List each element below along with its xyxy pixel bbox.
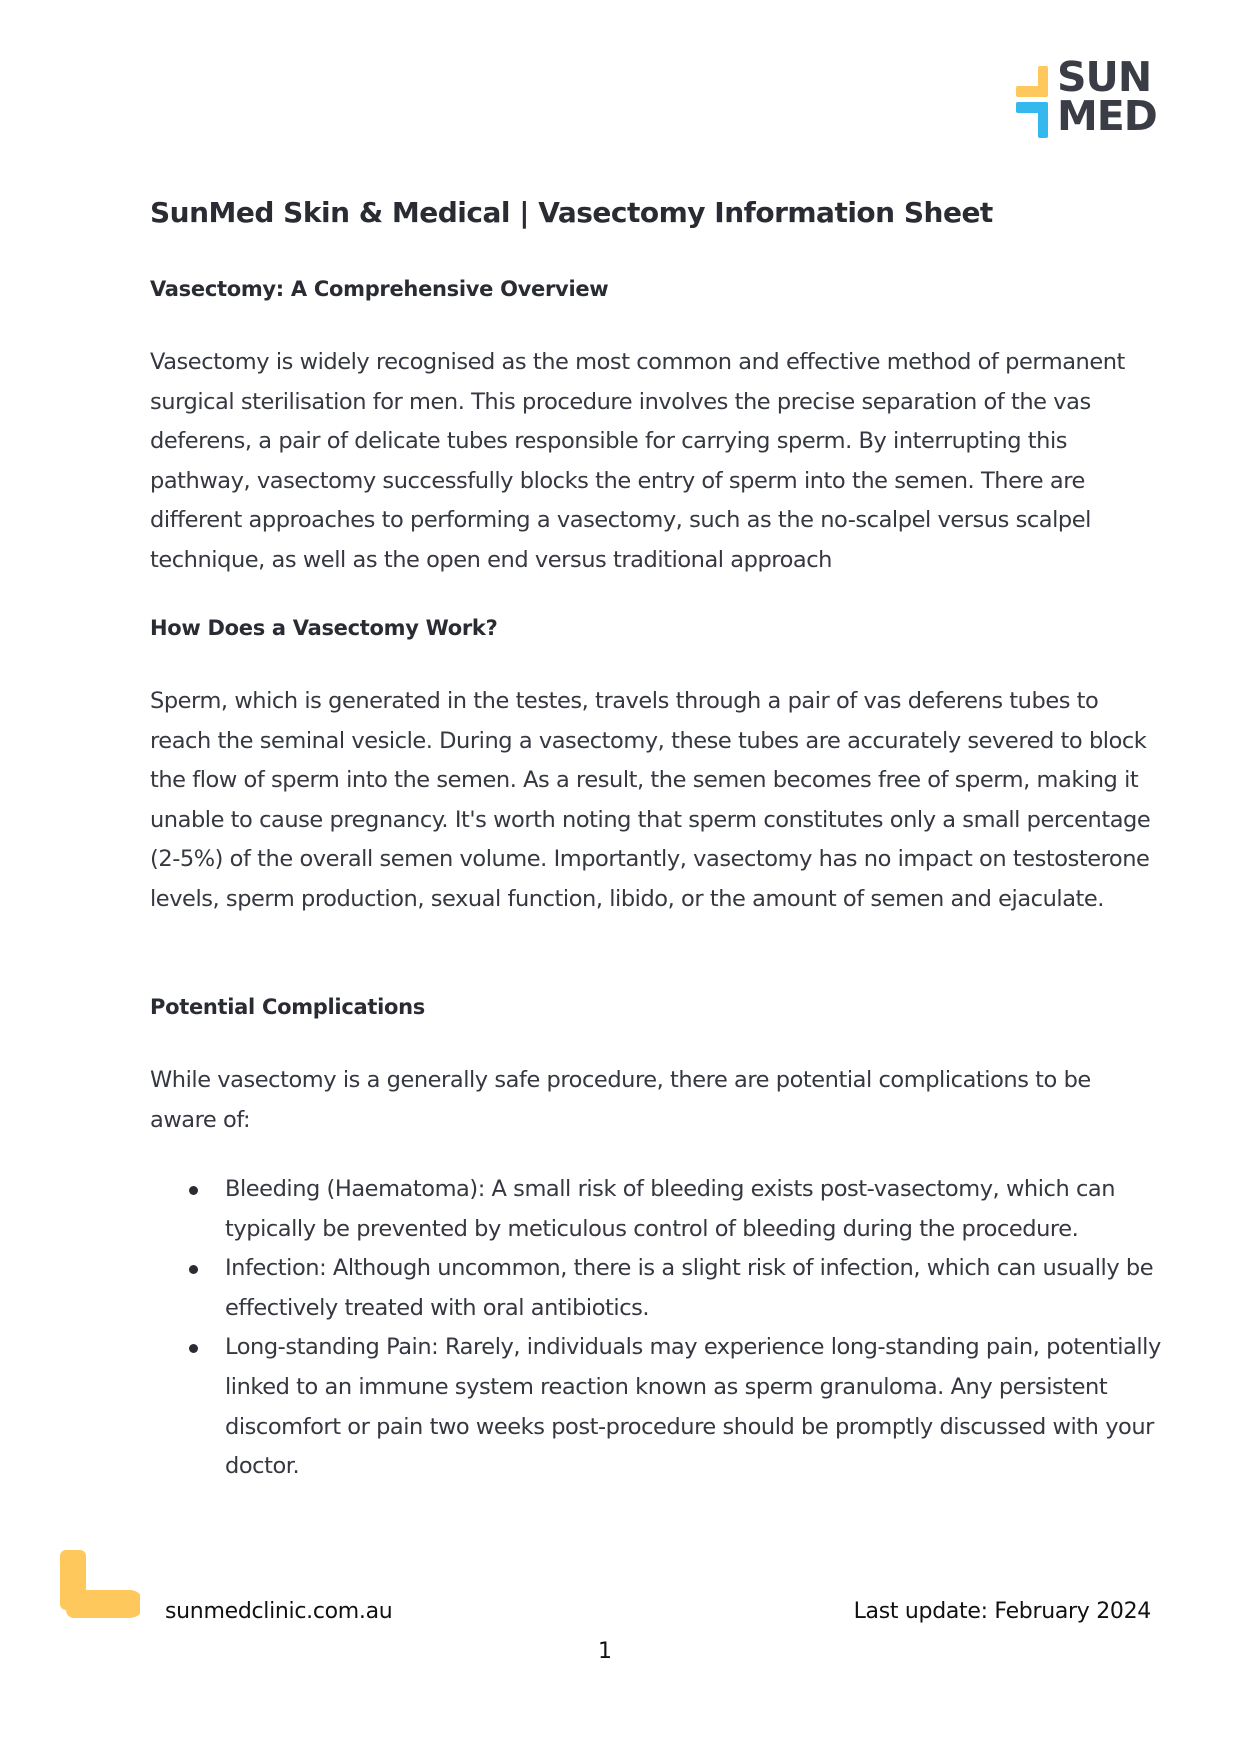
footer-website-link[interactable]: sunmedclinic.com.au [165, 1599, 393, 1624]
bullet-icon [189, 1344, 198, 1353]
list-item-text: Bleeding (Haematoma): A small risk of bleeding exists post-vasectomy, which can typically be prevented by meticulous control of bleeding during the procedure. [225, 1176, 1116, 1242]
list-item-text: Long-standing Pain: Rarely, individuals may experience long-standing pain, potentially linked to an immune system reaction known as sperm granuloma. Any persistent discomfort or pain two weeks post-procedure should be promptly discussed with your doctor. [225, 1334, 1161, 1480]
bullet-icon [189, 1186, 198, 1195]
sunmed-logo [1016, 53, 1168, 142]
section-heading-complications: Potential Complications [150, 995, 425, 1019]
list-item [150, 1328, 1162, 1486]
section-paragraph-complications: While vasectomy is a generally safe procedure, there are potential complications to be aware of: [150, 1067, 1091, 1133]
logo-wordmark [1057, 53, 1157, 140]
section-paragraph-overview: Vasectomy is widely recognised as the most common and effective method of permanent surgical sterilisation for men. This procedure involves the precise separation of the vas deferens, a pair of delicate tubes responsible for carrying sperm. By interrupting this pathway, vasectomy successfully blocks the entry of sperm into the semen. There are different approaches to performing a vasectomy, such as the no-scalpel versus scalpel technique, as well as the open end versus traditional approach [150, 349, 1125, 573]
document-title: SunMed Skin & Medical | Vasectomy Information Sheet [150, 196, 993, 229]
footer-last-update: Last update: February 2024 [853, 1599, 1151, 1624]
logo-wordmark-line2: MED [1057, 92, 1157, 140]
list-item [150, 1170, 1162, 1249]
complications-list [150, 1170, 1162, 1487]
bullet-icon [189, 1265, 198, 1274]
sunmed-cross-logo-icon [1016, 66, 1056, 138]
section-heading-overview: Vasectomy: A Comprehensive Overview [150, 277, 609, 301]
list-item-text: Infection: Although uncommon, there is a slight risk of infection, which can usually be effectively treated with oral antibiotics. [225, 1255, 1154, 1321]
sunmed-footer-mark-icon [60, 1550, 140, 1630]
section-paragraph-how-it-works: Sperm, which is generated in the testes, travels through a pair of vas deferens tubes to reach the seminal vesicle. During a vasectomy, these tubes are accurately severed to block the flow of sperm into the semen. As a result, the semen becomes free of sperm, making it unable to cause pregnancy. It's worth noting that sperm constitutes only a small percentage (2-5%) of the overall semen volume. Importantly, vasectomy has no impact on testosterone levels, sperm production, sexual function, libido, or the amount of semen and ejaculate. [150, 688, 1151, 912]
section-heading-how-it-works: How Does a Vasectomy Work? [150, 616, 498, 640]
list-item [150, 1249, 1162, 1328]
logo-wordmark-line1: SUN [1057, 53, 1152, 101]
page-number: 1 [598, 1639, 612, 1664]
